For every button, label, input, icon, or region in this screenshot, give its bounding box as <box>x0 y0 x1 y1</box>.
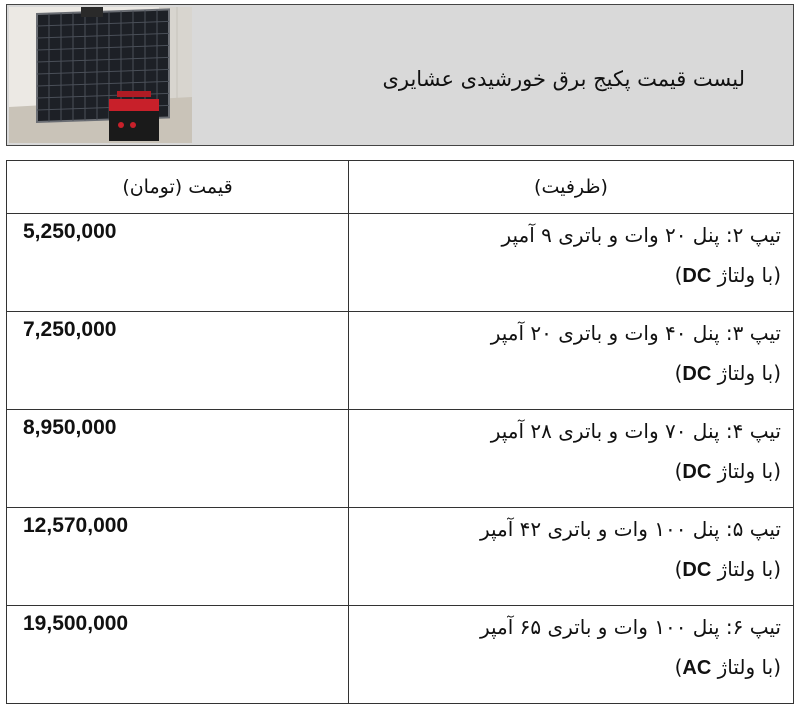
voltage-note: (با ولتاژ DC) <box>674 263 781 287</box>
voltage-note: (با ولتاژ DC) <box>674 459 781 483</box>
table-row <box>7 312 794 410</box>
table-row <box>7 410 794 508</box>
header-banner <box>6 4 794 146</box>
table-row <box>7 214 794 312</box>
page-title: لیست قیمت پکیج برق خورشیدی عشایری <box>382 67 745 91</box>
solar-panel-image <box>9 7 192 143</box>
price-cell: 8,950,000 <box>7 410 349 508</box>
capacity-description: تیپ ۴: پنل ۷۰ وات و باتری ۲۸ آمپر <box>490 419 781 443</box>
voltage-note: (با ولتاژ DC) <box>674 361 781 385</box>
voltage-type: DC <box>682 265 712 287</box>
price-cell: 12,570,000 <box>7 508 349 606</box>
price-cell: 5,250,000 <box>7 214 349 312</box>
voltage-type: DC <box>682 559 712 581</box>
table-row <box>7 606 794 704</box>
capacity-description: تیپ ۶: پنل ۱۰۰ وات و باتری ۶۵ آمپر <box>479 615 781 639</box>
capacity-cell <box>349 508 794 606</box>
voltage-type: AC <box>682 657 712 679</box>
capacity-description: تیپ ۲: پنل ۲۰ وات و باتری ۹ آمپر <box>501 223 781 247</box>
capacity-description: تیپ ۳: پنل ۴۰ وات و باتری ۲۰ آمپر <box>490 321 781 345</box>
capacity-cell <box>349 606 794 704</box>
capacity-cell <box>349 312 794 410</box>
table-row <box>7 508 794 606</box>
table-header-row <box>7 161 794 214</box>
price-table <box>6 160 794 704</box>
price-cell: 19,500,000 <box>7 606 349 704</box>
solar-package-photo <box>9 7 192 143</box>
capacity-description: تیپ ۵: پنل ۱۰۰ وات و باتری ۴۲ آمپر <box>479 517 781 541</box>
column-header-price: قیمت (تومان) <box>7 161 349 214</box>
column-header-capacity: (ظرفیت) <box>349 161 794 214</box>
voltage-note: (با ولتاژ AC) <box>674 655 781 679</box>
price-cell: 7,250,000 <box>7 312 349 410</box>
capacity-cell <box>349 410 794 508</box>
voltage-type: DC <box>682 461 712 483</box>
voltage-type: DC <box>682 363 712 385</box>
capacity-cell <box>349 214 794 312</box>
voltage-note: (با ولتاژ DC) <box>674 557 781 581</box>
